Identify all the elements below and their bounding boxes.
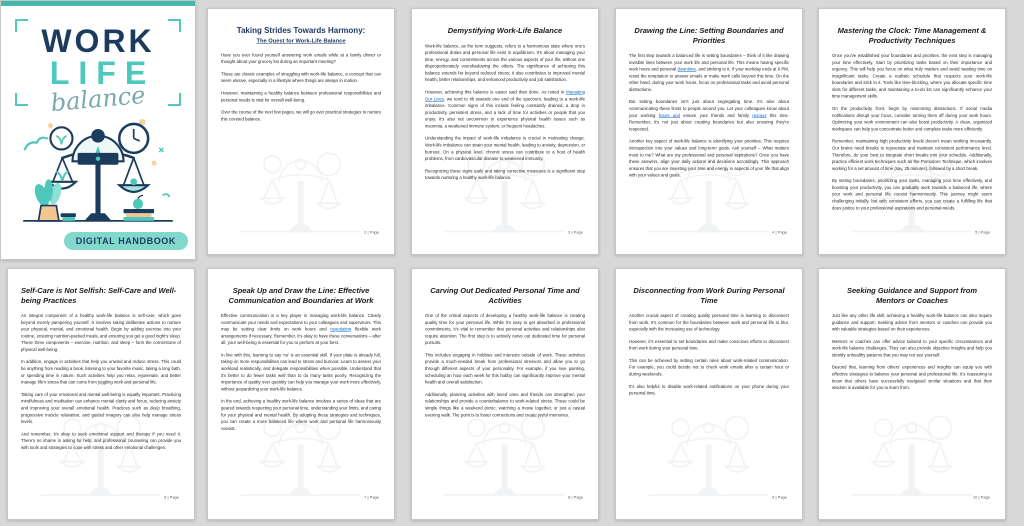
page-number: 5 | Page (975, 230, 990, 235)
paragraph (425, 43, 585, 84)
paragraph (832, 338, 992, 358)
document-page-8[interactable] (411, 268, 599, 520)
paragraph (629, 313, 789, 333)
text-run: Recognizing these signs early and taking corrective measures is a significant step towards nurturing a healthy work-life balance. (425, 168, 585, 181)
page-title: Seeking Guidance and Support from Mentors or Coaches (846, 286, 978, 305)
hyperlink[interactable]: downtime (677, 66, 696, 72)
paragraph (629, 338, 789, 352)
paragraph (832, 364, 992, 391)
paragraph (629, 357, 789, 377)
text-run: Mentors or coaches can offer advice tailored to your specific circumstances and work-life balance challenges. They can also provide objective insights and help you identify unhealthy patterns that you may not see yourself. (832, 338, 992, 358)
hyperlink[interactable]: hours and (658, 112, 680, 118)
text-run: These are classic examples of struggling with work-life balance, a concept that can seem elusive, especially in a lifestyle where things are always in motion. (221, 71, 381, 84)
text-run: , and sticking to it. If your workday ends at 6 PM, resist the temptation to answer emails or make work calls beyond this time. On the other hand, during your work hours, focus on professional tasks and avoid personal distractions. (629, 66, 789, 92)
text-run: However, it's essential to set boundaries and make conscious efforts to disconnect from work during your personal time. (629, 338, 789, 351)
text-run: In the end, achieving a healthy work-life balance involves a series of ideas that are geared towards respecting your personal time, understanding your limits, and caring for your physical and mental health. By adopting these strategies and techniques, you can create a more balanced life where work and personal life harmoniously coexist. (221, 398, 381, 431)
document-page-5[interactable] (818, 8, 1006, 255)
paragraph (832, 53, 992, 101)
text-run: Understanding the impact of work-life imbalance is crucial in motivating change. Work-life imbalance can strain your mental health, leading to anxiety, depression, or burnout. On a physical level, chronic stress can contribute to a host of health problems, from cardiovascular disease to weakened immunity. (425, 135, 585, 162)
page-number: 2 | Page (364, 230, 379, 235)
paragraph (221, 52, 381, 66)
paragraph (629, 383, 789, 397)
paragraph (221, 109, 381, 123)
text-run: Another crucial aspect of creating quality personal time is learning to disconnect from work. It's common for the boundaries between work and personal life to blur, especially with the increasing use of technology. (629, 313, 789, 332)
paragraph (425, 313, 585, 347)
paragraph (21, 391, 181, 425)
document-page-6[interactable] (7, 268, 195, 520)
text-run: Remember, maintaining high productivity levels doesn't mean working incessantly. Our brains need breaks to rejuvenate and maintain consistent performance level. Therefore, do your best to integrate short breaks into your schedule. Additionally, practice efficient work techniques such as the Pomodoro Technique, which involves working for a set amount of time (say, 25 minutes), followed by a short break. (832, 138, 992, 171)
text-run: It's also helpful to disable work-related notifications on your phone during your personal time. (629, 383, 789, 396)
document-page-2[interactable] (207, 8, 395, 255)
page-title: Carving Out Dedicated Personal Time and Activities (430, 286, 580, 305)
text-run: By setting boundaries, prioritizing your tasks, managing your time effectively, and boosting your productivity, you can gradually work towards a balanced life, where your work and personal life coexist harmoniously. This journey might seem challenging initially, but with consistent efforts, you can create a fulfilling life that does justice to your professional aspirations and personal needs. (832, 178, 992, 211)
digital-handbook-badge: DIGITAL HANDBOOK (64, 232, 188, 250)
text-run: Another key aspect of work-life balance is identifying your priorities. This requires introspection into your values and long-term goals. Ask yourself – What matters most to me? What are my professional and personal aspirations? Once you have these answers, align your daily actions and decisions accordingly. This approach ensures that you are investing your time and energy in aspects of your life that align with your values and goals. (629, 138, 789, 178)
document-page-3[interactable] (411, 8, 599, 255)
paragraph (832, 178, 992, 212)
document-page-7[interactable] (207, 268, 395, 520)
paragraph (221, 71, 381, 85)
page-title: Taking Strides Towards Harmony: The Quest for Work-Life Balance (236, 26, 366, 44)
paragraph (221, 313, 381, 347)
paragraph (425, 391, 585, 418)
hyperlink[interactable]: negotiating (330, 326, 352, 332)
text-run: This includes engaging in hobbies and interests outside of work. These activities provide a much-needed break from professional stressors and allow you to go through different aspects of your personality. For example, if you love painting, scheduling an hour each week for this hobby can significantly improve your mental health and overall satisfaction. (425, 352, 585, 385)
text-run: An integral component of a healthy work-life balance is self-care, which goes beyond merely pampering yourself. It involves taking deliberate actions to nurture your physical, mental, and emotional health. Begin by adding exercise into your routine, ensuring nutrition-packed meals, and ensuring you get a good night's sleep. These three components – exercise, nutrition, and sleep – form the cornerstone of physical well-being. (21, 313, 181, 352)
paragraph (21, 431, 181, 451)
cover-page[interactable] (0, 0, 196, 260)
page-title: Drawing the Line: Setting Boundaries and Priorities (634, 26, 784, 45)
document-page-4[interactable] (615, 8, 803, 255)
text-run: ensure your friends and family (679, 112, 753, 118)
text-run: However, achieving this balance is easier said than done. As noted in (425, 89, 567, 95)
text-run: And remember, it's okay to seek emotional support and therapy if you need it. There's no shame in asking for help, and professional counseling can provide you with tools and strategies to cope with stress and other emotional challenges. (21, 431, 181, 450)
paragraph (21, 313, 181, 354)
cover-title-work: WORK (41, 23, 155, 59)
page-number: 3 | Page (568, 230, 583, 235)
text-run: this time. Remember, it's not just about creating boundaries but also ensuring they're respected. (629, 112, 789, 132)
hyperlink[interactable]: Managing Our Lives (425, 89, 585, 102)
page-title: Disconnecting from Work During Personal Time (633, 286, 785, 305)
page-number: 10 | Page (972, 495, 990, 500)
page-number: 7 | Page (364, 495, 379, 500)
text-run: This can be achieved by setting certain rules about work-related communication. For example, you could decide not to check work emails after a certain hour or during weekends. (629, 357, 789, 377)
paragraph (832, 138, 992, 172)
paragraph (221, 352, 381, 393)
paragraph (629, 138, 789, 179)
paragraph (832, 106, 992, 133)
paragraph (425, 352, 585, 386)
text-run: Additionally, planning activities with loved ones and friends can strengthen your relationships and provide a counterbalance to work-related stress. These could be simple things like a weekend picnic, watching a movie together, or just a casual evening walk. The point is to foster connections and create joyful memories. (425, 391, 585, 418)
hyperlink[interactable]: respect (752, 112, 767, 118)
paragraph (221, 90, 381, 104)
text-run: Over the course of the next few pages, we will go over practical strategies to nurture this coveted balance. (221, 109, 381, 122)
text-run: Taking care of your emotional and mental well-being is equally important. Practicing mindfulness and meditation can enhance mental clarity and focus, reducing anxiety and improving your overall emotional health. Practices such as deep breathing, progressive muscle relaxation, and guided imagery can also help manage stress levels. (21, 391, 181, 425)
paragraph (425, 135, 585, 162)
cover-title-life: LIFE (49, 55, 156, 91)
text-run: The first step towards a balanced life is setting boundaries – think of it like drawing invisible lines between your work life and personal life. This means having specific work hours and personal (629, 53, 789, 72)
text-run: Just like any other life skill, achieving a healthy work-life balance can also require guidance and support. Seeking advice from mentors or coaches can provide you with valuable strategies based on their experiences. (832, 313, 992, 332)
text-run: On the productivity front, begin by minimizing distractions. If social media notifications disrupt your focus, consider turning them off during your work hours. Optimizing your work environment can also boost productivity. A clean, organized workspace can help you concentrate better and complete tasks more efficiently. (832, 106, 992, 132)
text-run: Once you've established your boundaries and priorities, the next step is managing your time effectively. Start by prioritizing tasks based on their importance and urgency. This will help you focus on what truly matters and avoid wasting time on insignificant tasks. Create a realistic schedule that respects your work-life boundaries and stick to it. Tools like time-blocking, where you allocate specific time slots for different tasks, and maintaining a to-do list can significantly enhance your time management skills. (832, 53, 992, 99)
cover-title-balance: balance (49, 80, 147, 118)
text-run: , we tend to tilt towards one end of the spectrum, leading to a work-life imbalance. Common signs of this include feeling constantly drained, a drop in productivity, persistent stress, and a lack of time for activities or people that you enjoy. It's also not uncommon to experience physical health issues such as insomnia, a weakened immune system, or frequent headaches. (425, 96, 585, 129)
page-number: 9 | Page (772, 495, 787, 500)
text-run: But setting boundaries isn't just about segregating time. It's also about communicating these limits to people around you. Let your colleagues know about your working (629, 99, 789, 118)
paragraph (425, 89, 585, 130)
document-page-10[interactable] (818, 268, 1006, 520)
text-run: In line with this, learning to say 'no' is an essential skill. If your plate is already full, taking on more responsibilities can lead to stress and burnout. Learn to assess your workload realistically, and delegate responsibilities when possible. Understand that it's better to do fewer tasks well than to do many tasks poorly. Recognizing the importance of quality over quantity can help you manage your work more effectively, without jeopardizing your work-life balance. (221, 352, 381, 392)
text-run: Work-life balance, as the term suggests, refers to a harmonious state where one's professional duties and personal life exist in equilibrium. It's about managing your time, energy, and commitments across the various aspects of your life, without one disproportionately overshadowing the others. The significance of achieving this balance extends far beyond reduced stress; it also contributes to improved mental health, better relationships, and enhanced productivity and job satisfaction. (425, 43, 585, 83)
page-number: 8 | Page (568, 495, 583, 500)
text-run: However, maintaining a healthy balance between professional responsibilities and personal needs is vital for overall well-being. (221, 90, 381, 103)
page-title: Demystifying Work-Life Balance (447, 26, 563, 35)
text-run: Have you ever found yourself answering work emails while at a family dinner or thought about your grocery list during an important meeting? (221, 52, 381, 65)
text-run: One of the critical aspects of developing a healthy work-life balance is creating quality time for your personal life. While it's easy to get absorbed in professional commitments, it's vital to remember that personal activities and relationships also require attention. The first step is to actively carve out dedicated time for personal pursuits. (425, 313, 585, 346)
page-title: Speak Up and Draw the Line: Effective Communication and Boundaries at Work (228, 286, 374, 305)
page-number: 6 | Page (164, 495, 179, 500)
paragraph (629, 53, 789, 94)
document-page-9[interactable] (615, 268, 803, 520)
page-title: Self-Care is Not Selfish: Self-Care and Well-being Practices (21, 286, 177, 305)
page-title: Mastering the Clock: Time Management & Productivity Techniques (837, 26, 987, 45)
balance-scale-illustration-icon (13, 113, 183, 225)
paragraph (21, 359, 181, 386)
paragraph (629, 99, 789, 133)
paragraph (425, 168, 585, 182)
page-number: 4 | Page (772, 230, 787, 235)
text-run: Effective communication is a key player in managing work-life balance. Clearly communicate your needs and expectations to your colleagues and supervisors. This may be setting clear limits on work hours and (221, 313, 381, 332)
paragraph (221, 398, 381, 432)
text-run: flexible work arrangements if necessary. Remember, it's okay to have these conversations – after all, your well-being is essential for you to perform at your best. (221, 326, 382, 346)
text-run: Beyond that, learning from others' experiences and insights can equip you with effective strategies to balance your personal and professional life. It's reassuring to know that others have successfully navigated similar situations and that their wisdom is available for you to learn from. (832, 364, 992, 391)
paragraph (832, 313, 992, 333)
text-run: In addition, engage in activities that help you unwind and reduce stress. This could be anything from reading a book, listening to your favorite music, taking a long bath, or spending time in nature. Such activities help you relax, rejuvenate, and better manage life's stress that can come from juggling work and personal life. (21, 359, 181, 385)
